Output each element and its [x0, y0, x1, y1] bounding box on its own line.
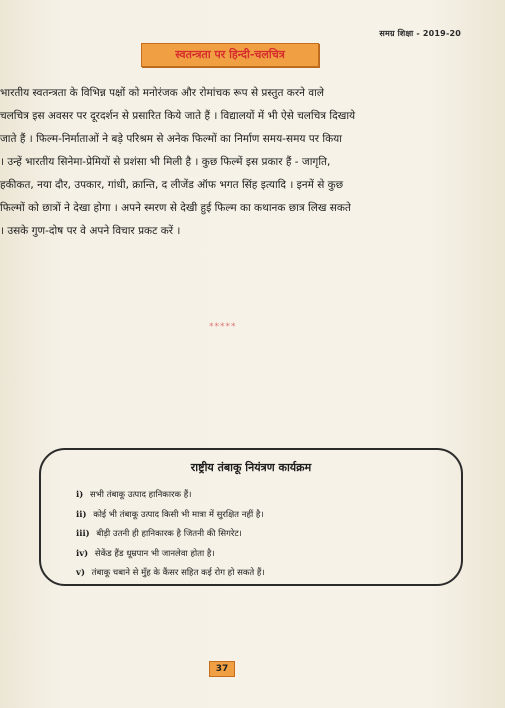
- tobacco-notice-box: [39, 448, 463, 586]
- paragraph-line: हकीकत, नया दौर, उपकार, गांधी, क्रान्ति, द लीजेंड ऑफ भगत सिंह इत्यादि । इनमें से कुछ: [0, 179, 344, 191]
- notice-item-number: iv): [76, 548, 89, 559]
- notice-item-number: v): [76, 568, 85, 578]
- paragraph-line: जाते हैं । फिल्म-निर्माताओं ने बड़े परिश्रम से अनेक फिल्मों का निर्माण समय-समय पर किया: [0, 133, 342, 145]
- notice-item: [76, 564, 265, 584]
- notice-item-number: ii): [76, 509, 87, 520]
- notice-list: [76, 486, 265, 584]
- paragraph-line: भारतीय स्वतन्त्रता के विभिन्न पक्षों को मनोरंजक और रोमांचक रूप से प्रस्तुत करने वाले: [0, 87, 324, 99]
- notice-item-text: कोई भी तंबाकू उत्पाद किसी भी मात्रा में सुरक्षित नहीं है।: [93, 509, 264, 520]
- notice-item-text: सभी तंबाकू उत्पाद हानिकारक हैं।: [89, 490, 192, 500]
- notice-item-number: iii): [76, 529, 90, 539]
- notice-title: राष्ट्रीय तंबाकू नियंत्रण कार्यक्रम: [190, 461, 312, 474]
- section-title: स्वतन्त्रता पर हिन्दी-चलचित्र: [175, 48, 285, 61]
- section-separator: *****: [209, 322, 237, 332]
- notice-item: [76, 506, 265, 526]
- body-paragraph: [0, 82, 466, 243]
- notice-item: [76, 525, 265, 545]
- paragraph-line: । उसके गुण-दोष पर वे अपने विचार प्रकट करें ।: [0, 225, 181, 237]
- running-header: समग्र शिक्षा - 2019-20: [379, 29, 461, 38]
- paragraph-line: चलचित्र इस अवसर पर दूरदर्शन से प्रसारित किये जाते हैं । विद्यालयों में भी ऐसे चलचित्र दिखाये: [0, 110, 356, 122]
- notice-item-text: तंबाकू चबाने से मुँह के कैंसर सहित कई रोग हो सकते हैं।: [91, 568, 265, 578]
- notice-item-text: बीड़ी उतनी ही हानिकारक है जितनी की सिगरेट।: [96, 529, 242, 539]
- notice-item-number: i): [76, 490, 84, 500]
- notice-item-text: सेकेंड हैंड धूम्रपान भी जानलेवा होता है।: [94, 548, 215, 559]
- section-title-box: [141, 43, 319, 67]
- paragraph-line: फिल्मों को छात्रों ने देखा होगा । अपने स्मरण से देखी हुई फिल्म का कथानक छात्र लिख सकते: [0, 202, 351, 214]
- paragraph-line: । उन्हें भारतीय सिनेमा-प्रेमियों से प्रशंसा भी मिली है । कुछ फिल्में इस प्रकार हैं - जागृति,: [0, 156, 331, 168]
- notice-item: [76, 545, 265, 565]
- page-number: 37: [209, 661, 235, 677]
- notice-item: [76, 486, 265, 506]
